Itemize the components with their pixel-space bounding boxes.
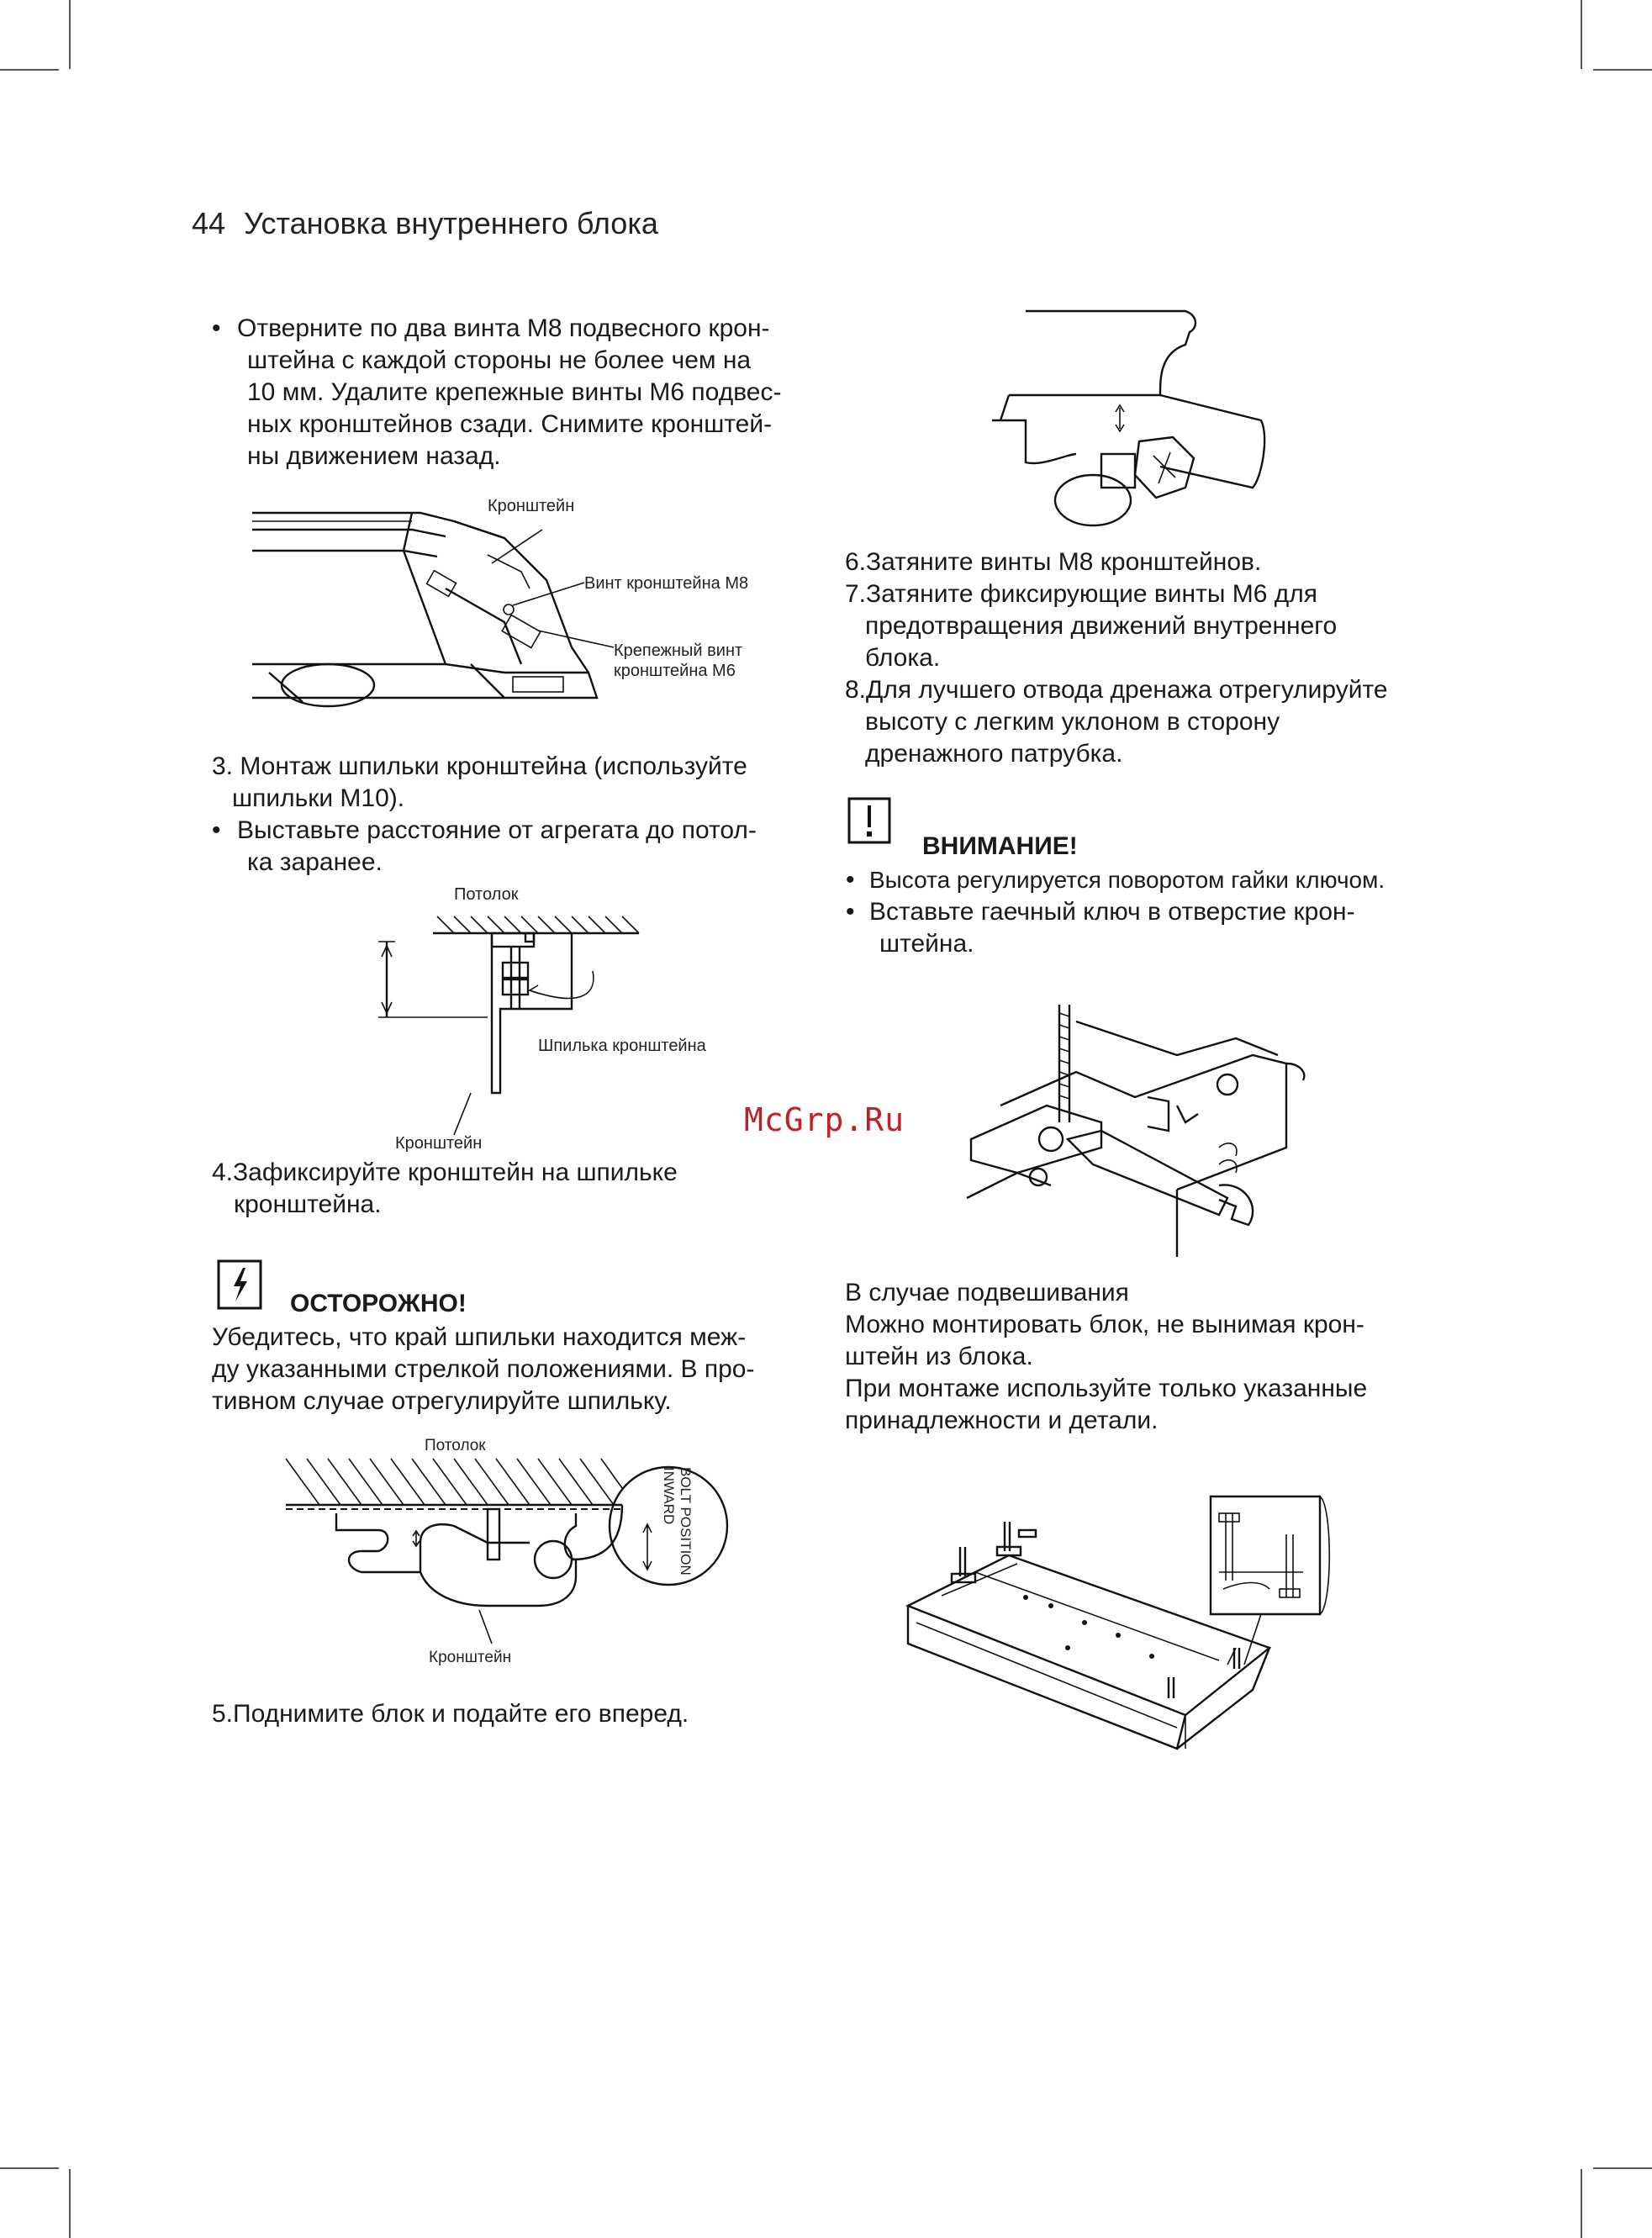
step-3: 3. Монтаж шпильки кронштейна (используйте шпильки М10). (212, 752, 747, 812)
wrench-adjustment-figure (967, 1005, 1312, 1265)
step-5: 5.Поднимите блок и подайте его вперед. (212, 1700, 689, 1728)
page-title: Установка внутреннего блока (244, 206, 658, 240)
page-header (192, 206, 658, 241)
hanging-text: В случае подвешивания Можно монтировать блок, не вынимая крон- штейн из блока. При монтаже используйте только указанные принадлежности и детали. (845, 1279, 1368, 1434)
stud-installation-figure (370, 883, 757, 1152)
bullet-text: Выставьте расстояние от агрегата до потол- ка заранее. (237, 816, 757, 876)
attention-title: ВНИМАНИЕ! (922, 832, 1078, 860)
caution-title: ОСТОРОЖНО! (290, 1290, 467, 1317)
label-ceiling: Потолок (454, 885, 519, 904)
attention-bullet-2: Вставьте гаечный ключ в отверстие крон- штейна. (869, 898, 1355, 958)
label-fix-2: кронштейна М6 (614, 662, 736, 680)
crop-mark (69, 2169, 71, 2238)
crop-mark (1593, 69, 1652, 71)
bracket-removal-figure (252, 496, 807, 731)
label-stud: Шпилька кронштейна (538, 1037, 706, 1055)
label-bolt-1: BOLT POSITION (678, 1467, 694, 1576)
indoor-unit-figure (900, 1496, 1337, 1782)
exclamation-icon (847, 797, 891, 844)
crop-mark (1581, 0, 1582, 69)
label-bracket: Кронштейн (429, 1649, 512, 1666)
screw-tightening-figure (992, 311, 1278, 521)
bullet-dot: • (212, 816, 221, 844)
step-8: 8.Для лучшего отвода дренажа отрегулируйте высоту с легким уклоном в сторону дренажного патрубка. (845, 676, 1388, 768)
bullet-dot: • (212, 314, 221, 342)
crop-mark (1581, 2169, 1582, 2238)
step-6: 6.Затяните винты М8 кронштейнов. (845, 548, 1262, 576)
crop-mark (1593, 2167, 1652, 2169)
label-ceiling: Потолок (425, 1437, 486, 1454)
bullet-dot: • (846, 866, 855, 894)
step-7: 7.Затяните фиксирующие винты М6 для предотвращения движений внутреннего блока. (845, 580, 1338, 672)
crop-mark (0, 69, 59, 71)
crop-mark (0, 2167, 59, 2169)
page-number: 44 (192, 206, 226, 240)
bullet-text: Отверните по два винта М8 подвесного крон- штейна с каждой стороны не более чем на 10 мм. Удалите крепежные винты М6 подвес- ных кронштейнов сзади. Снимите кронштей- ны движением назад. (237, 314, 782, 470)
label-bolt-2: INWARD (661, 1467, 677, 1525)
watermark: McGrp.Ru (744, 1101, 905, 1138)
label-screw-m8: Винт кронштейна М8 (584, 574, 749, 593)
attention-bullet-1: Высота регулируется поворотом гайки ключом. (869, 867, 1385, 893)
caution-text: Убедитесь, что край шпильки находится меж- ду указанными стрелкой положениями. В про- тивном случае отрегулируйте шпильку. (212, 1323, 755, 1415)
crop-mark (69, 0, 71, 69)
bolt-position-figure (286, 1433, 757, 1677)
label-bracket: Кронштейн (395, 1134, 483, 1153)
step-4: 4.Зафиксируйте кронштейн на шпильке кронштейна. (212, 1159, 678, 1218)
lightning-icon (217, 1259, 262, 1310)
bullet-dot: • (846, 898, 855, 926)
label-fix-1: Крепежный винт (614, 641, 743, 660)
label-bracket: Кронштейн (488, 497, 575, 515)
